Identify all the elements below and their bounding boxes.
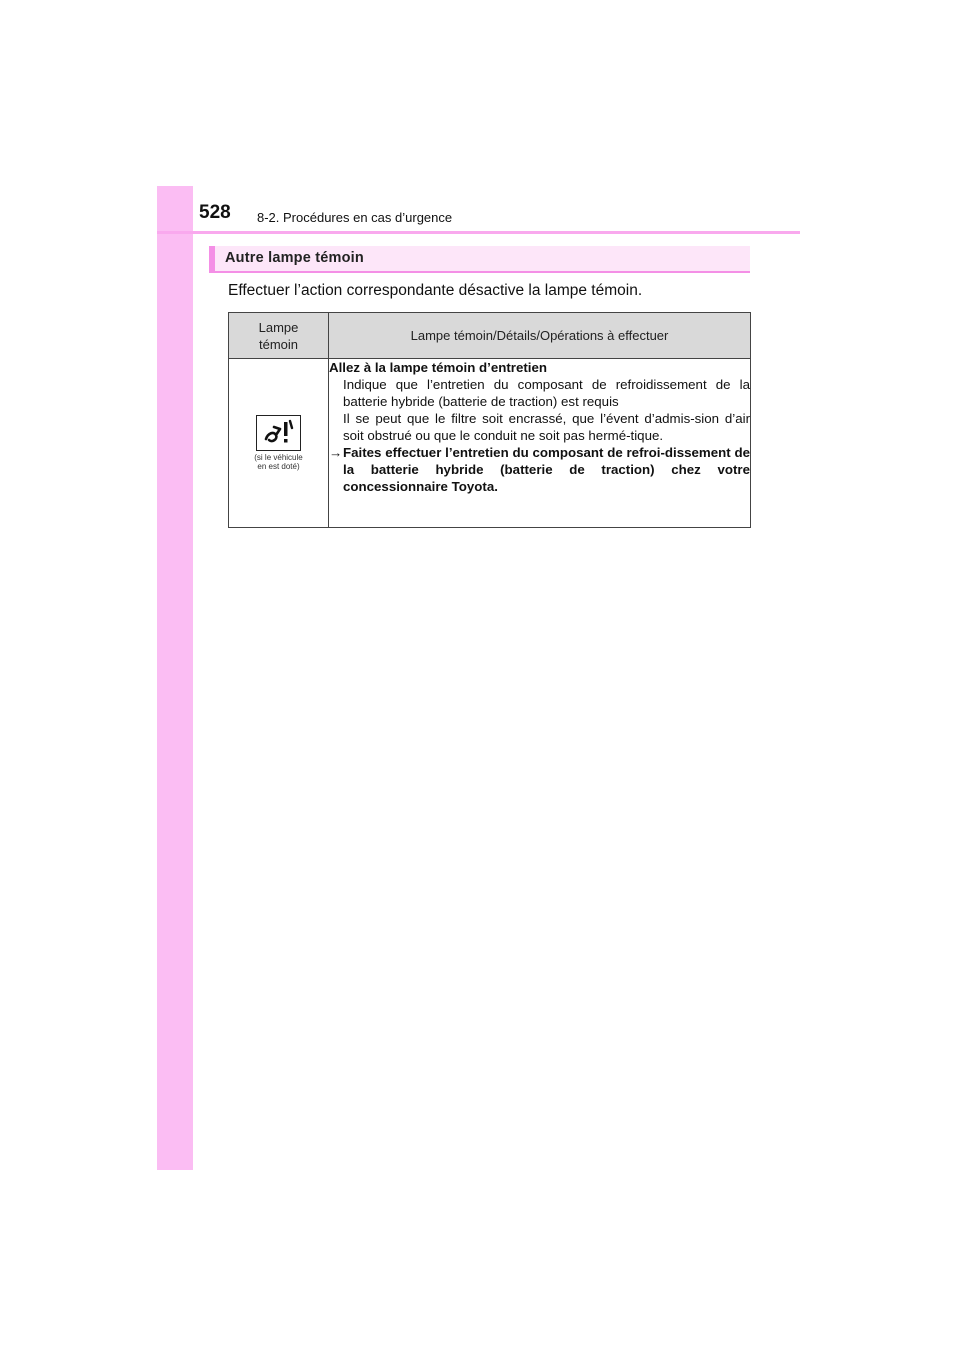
lamp-action-text: Faites effectuer l’entretien du composant de refroi-dissement de la batterie hybride (batterie de traction) chez votre concessionnaire Toyota. <box>343 445 750 494</box>
icon-note-line-2: en est doté) <box>257 462 300 471</box>
icon-note <box>229 453 328 471</box>
side-tab-band <box>157 186 193 1170</box>
lamp-icon-cell <box>229 359 329 528</box>
running-header-title: 8-2. Procédures en cas d’urgence <box>257 210 453 225</box>
lamp-title: Allez à la lampe témoin d’entretien <box>329 360 547 375</box>
lamp-cause: Il se peut que le filtre soit encrassé, que l’évent d’admis-sion d’air soit obstrué ou que le conduit ne soit pas hermé-tique. <box>343 411 750 443</box>
lamp-action <box>329 444 750 495</box>
col-header-details: Lampe témoin/Détails/Opérations à effectuer <box>329 313 751 359</box>
arrow-right-icon: → <box>329 445 343 460</box>
warning-lamp-table <box>228 312 751 528</box>
section-heading-rule <box>209 271 750 273</box>
section-heading-text: Autre lampe témoin <box>225 250 364 266</box>
table-header-row <box>229 313 751 359</box>
section-heading <box>209 246 750 272</box>
battery-cooling-maintenance-icon <box>256 415 301 451</box>
lamp-details-cell <box>329 359 751 528</box>
header-rule <box>157 231 800 234</box>
intro-text: Effectuer l’action correspondante désactive la lampe témoin. <box>228 282 643 299</box>
col-header-lamp <box>229 313 329 359</box>
table-row <box>229 359 751 528</box>
col-header-lamp-text: Lampe témoin <box>258 319 299 352</box>
page-number: 528 <box>199 202 231 223</box>
lamp-description: Indique que l’entretien du composant de refroidissement de la batterie hybride (batterie de traction) est requis <box>343 377 750 409</box>
icon-note-line-1: (si le véhicule <box>254 453 303 462</box>
